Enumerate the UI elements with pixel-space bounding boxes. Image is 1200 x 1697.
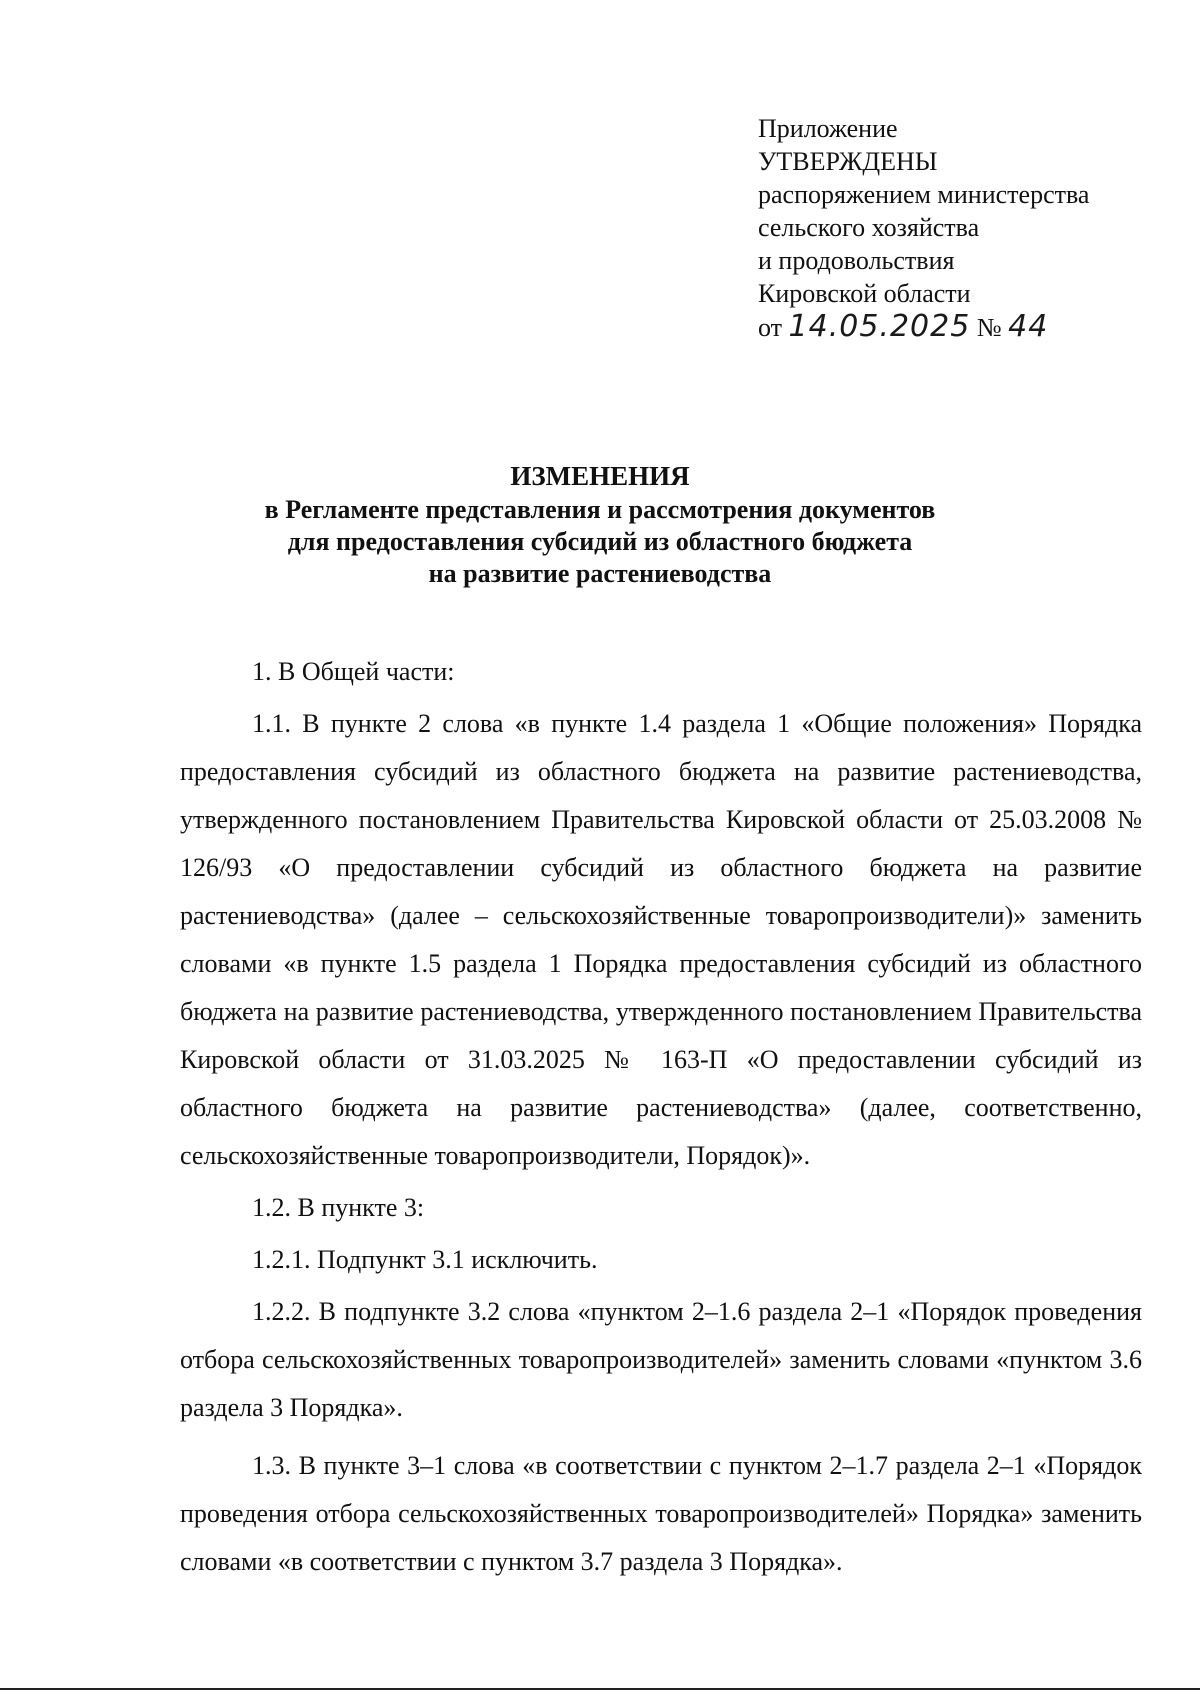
title-line-3: для предоставления субсидий из областного бюджета xyxy=(287,527,913,556)
approval-line-3: и продовольствия xyxy=(758,246,955,275)
title-line-1: ИЗМЕНЕНИЯ xyxy=(510,461,690,491)
approval-block xyxy=(758,112,1158,350)
paragraph-1: 1. В Общей части: xyxy=(252,657,455,686)
document-body xyxy=(180,648,1142,1590)
title-line-2: в Регламенте представления и рассмотрения документов xyxy=(264,495,936,524)
approval-line-4: Кировской области xyxy=(758,279,971,308)
title-line-4: на развитие растениеводства xyxy=(428,559,772,588)
paragraph-1-1: 1.1. В пункте 2 слова «в пункте 1.4 раздела 1 «Общие положения» Порядка предоставления субсидий из областного бюджета на развитие растениеводства, утвержденного постановлением Правительства Кировской области от 25.03.2008 № 126/93 «О предоставлении субсидий из областного бюджета на развитие растениеводства» (далее – сельскохозяйственные товаропроизводители)» заменить словами «в пункте 1.5 раздела 1 Порядка предоставления субсидий из областного бюджета на развитие растениеводства, утвержденного постановлением Правительства Кировской области от 31.03.2025 № 163-П «О предоставлении субсидий из областного бюджета на развитие растениеводства» (далее, соответственно, сельскохозяйственные товаропроизводители, Порядок)». xyxy=(180,709,1142,1170)
paragraph-1-2-1: 1.2.1. Подпункт 3.1 исключить. xyxy=(252,1245,598,1274)
approval-date-line xyxy=(758,310,1158,350)
paragraph-1-2: 1.2. В пункте 3: xyxy=(252,1193,425,1222)
bottom-rule xyxy=(0,1688,1200,1690)
approval-line-1: распоряжением министерства xyxy=(758,180,1090,209)
appendix-label: Приложение xyxy=(758,114,898,143)
document-title xyxy=(180,460,1020,590)
approval-line-2: сельского хозяйства xyxy=(758,213,980,242)
handwritten-date: 14.05.2025 xyxy=(788,309,971,344)
date-prefix: от xyxy=(758,313,783,342)
handwritten-number: 44 xyxy=(1008,309,1049,344)
paragraph-1-3: 1.3. В пункте 3–1 слова «в соответствии с пунктом 2–1.7 раздела 2–1 «Порядок проведения отбора сельскохозяйственных товаропроизводителей» Порядка» заменить словами «в соответствии с пунктом 3.7 раздела 3 Порядка». xyxy=(180,1451,1142,1576)
paragraph-1-2-2: 1.2.2. В подпункте 3.2 слова «пунктом 2–1.6 раздела 2–1 «Порядок проведения отбора сельскохозяйственных товаропроизводителей» заменить словами «пунктом 3.6 раздела 3 Порядка». xyxy=(180,1297,1142,1422)
approved-label: УТВЕРЖДЕНЫ xyxy=(758,147,938,176)
number-sign: № xyxy=(976,313,1002,342)
